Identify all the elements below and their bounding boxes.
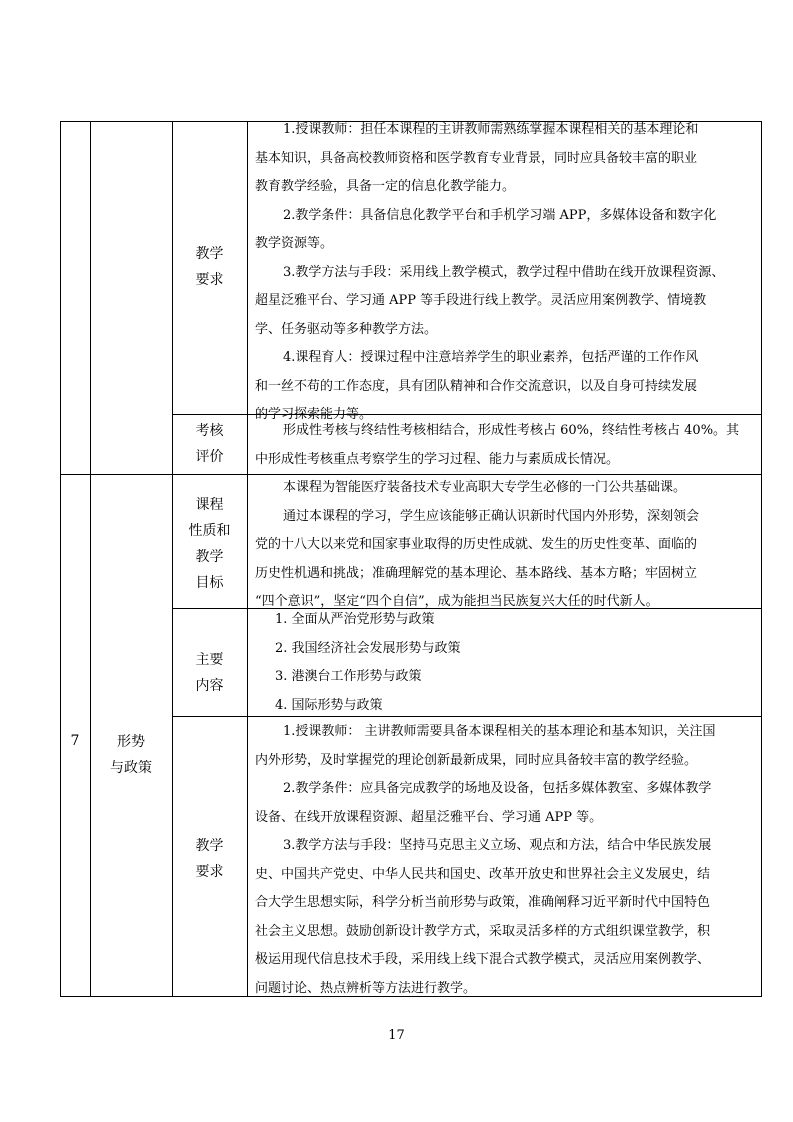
text-line: 1.授课教师：担任本课程的主讲教师需熟练掌握本课程相关的基本理论和 bbox=[283, 122, 699, 137]
text-line: 1.授课教师： 主讲教师需要具备本课程相关的基本理论和基本知识，关注国 bbox=[283, 724, 716, 739]
label-line: 目标 bbox=[195, 575, 224, 591]
table-border-right bbox=[761, 121, 762, 997]
text-line: 2.教学条件：具备信息化教学平台和手机学习端 APP，多媒体设备和数字化 bbox=[283, 207, 717, 223]
text-line: 3.教学方法与手段：坚持马克思主义立场、观点和方法，结合中华民族发展 bbox=[283, 838, 712, 853]
label-line: 评价 bbox=[195, 449, 224, 465]
table-border-left bbox=[60, 121, 61, 997]
label-line: 性质和 bbox=[188, 523, 231, 539]
course-name bbox=[90, 729, 172, 781]
label-line: 主要 bbox=[195, 652, 224, 668]
list-item: 3. 港澳台工作形势与政策 bbox=[275, 669, 422, 684]
text-line: 形成性考核与终结性考核相结合，形成性考核占 60%，终结性考核占 40%。其 bbox=[283, 423, 740, 438]
label-assessment bbox=[172, 418, 247, 470]
teaching-requirements-prev-text bbox=[255, 116, 733, 430]
label-line: 教学 bbox=[195, 246, 224, 262]
text-line: 内外形势，及时掌握党的理论创新最新成果，同时应具备较丰富的教学经验。 bbox=[255, 752, 698, 768]
label-nature-goals bbox=[172, 492, 247, 596]
label-teaching-requirements bbox=[172, 833, 247, 885]
text-line: 基本知识，具备高校教师资格和医学教育专业背景，同时应具备较丰富的职业 bbox=[255, 150, 698, 166]
text-line: 史、中国共产党史、中华人民共和国史、改革开放史和世界社会主义发展史，结 bbox=[255, 866, 711, 882]
table-border-col3 bbox=[247, 121, 248, 997]
text-line: 4.课程育人：授课过程中注意培养学生的职业素养，包括严谨的工作作风 bbox=[283, 350, 699, 365]
list-item: 4. 国际形势与政策 bbox=[275, 697, 383, 713]
label-line: 要求 bbox=[195, 864, 224, 880]
course-name-line: 与政策 bbox=[110, 760, 152, 776]
text-line: 2.教学条件：应具备完成教学的场地及设备，包括多媒体教室、多媒体教学 bbox=[283, 781, 712, 796]
assessment-text bbox=[255, 417, 740, 474]
course-name-line: 形势 bbox=[117, 734, 145, 750]
text-line: 历史性机遇和挑战；准确理解党的基本理论、基本路线、基本方略；牢固树立 bbox=[255, 565, 698, 581]
text-line: 和一丝不苟的工作态度，具有团队精神和合作交流意识，以及自身可持续发展 bbox=[255, 378, 698, 394]
text-line: 极运用现代信息技术手段，采用线上线下混合式教学模式，灵活应用案例教学、 bbox=[255, 952, 711, 967]
label-line: 考核 bbox=[195, 423, 224, 439]
nature-goals-text bbox=[255, 474, 733, 617]
course-number-value: 7 bbox=[70, 733, 80, 749]
text-line: 学、任务驱动等多种教学方法。 bbox=[255, 321, 438, 337]
table-border-col1 bbox=[90, 121, 91, 997]
label-main-content bbox=[172, 647, 247, 699]
list-item: 2. 我国经济社会发展形势与政策 bbox=[275, 640, 461, 656]
label-line: 教学 bbox=[195, 838, 224, 854]
text-line: 设备、在线开放课程资源、超星泛雅平台、学习通 APP 等。 bbox=[255, 809, 603, 825]
main-content-list bbox=[255, 606, 733, 720]
page-number: 17 bbox=[388, 1028, 405, 1043]
text-line: 社会主义思想。鼓励创新设计教学方式，采取灵活多样的方式组织课堂教学，积 bbox=[255, 923, 711, 939]
label-teaching-requirements-prev bbox=[172, 241, 247, 293]
text-line: 党的十八大以来党和国家事业取得的历史性成就、发生的历史性变革、面临的 bbox=[255, 537, 698, 552]
text-line: 合大学生思想实际，科学分析当前形势与政策，准确阐释习近平新时代中国特色 bbox=[255, 895, 711, 910]
text-line: 中形成性考核重点考察学生的学习过程、能力与素质成长情况。 bbox=[255, 451, 620, 467]
course-number bbox=[60, 728, 90, 754]
text-line: 3.教学方法与手段：采用线上教学模式，教学过程中借助在线开放课程资源、 bbox=[283, 264, 725, 280]
label-line: 内容 bbox=[195, 678, 224, 694]
label-line: 要求 bbox=[195, 272, 224, 288]
label-line: 教学 bbox=[195, 549, 224, 565]
text-line: 教育教学经验，具备一定的信息化教学能力。 bbox=[255, 179, 516, 194]
label-line: 课程 bbox=[195, 497, 224, 513]
text-line: 问题讨论、热点辨析等方法进行教学。 bbox=[255, 980, 477, 996]
text-line: 本课程为智能医疗装备技术专业高职大专学生必修的一门公共基础课。 bbox=[283, 480, 687, 495]
text-line: 教学资源等。 bbox=[255, 236, 334, 251]
text-line: 超星泛雅平台、学习通 APP 等手段进行线上教学。灵活应用案例教学、情境教 bbox=[255, 293, 707, 308]
text-line: 通过本课程的学习，学生应该能够正确认识新时代国内外形势，深刻领会 bbox=[283, 508, 700, 524]
text-line: 的学习探索能力等。 bbox=[255, 407, 373, 422]
list-item: 1. 全面从严治党形势与政策 bbox=[275, 612, 435, 627]
teaching-requirements-text bbox=[255, 718, 733, 1003]
text-line: “四个意识”，坚定“四个自信”，成为能担当民族复兴大任的时代新人。 bbox=[255, 594, 659, 609]
